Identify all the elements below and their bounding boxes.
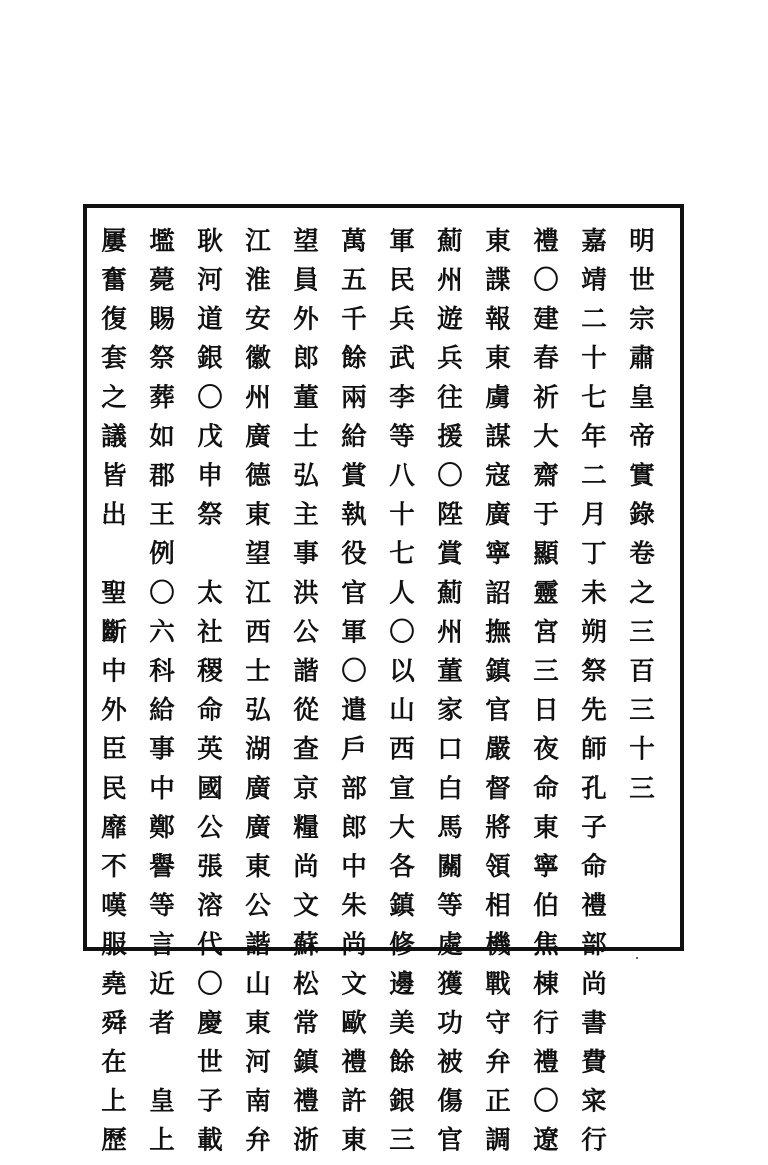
text-column-12: 屢奮復套之議皆出 聖斷中外臣民靡不嘆服堯舜在上歷 [97, 227, 127, 1165]
scan-speck [636, 957, 638, 959]
text-column-10: 耿河道銀〇戊申祭 太社稷命英國公張溶代〇慶世子載 [193, 227, 223, 1165]
text-column-8: 望員外郎董士弘主事洪公諧從查京糧尚文蘇松常鎮禮浙 [289, 227, 319, 1165]
text-column-9: 江淮安徽州廣德東望江西士弘湖廣廣東公諧山東河南弁 [241, 227, 271, 1165]
text-column-7: 萬五千餘兩給賞執役官軍〇遣戶部郎中朱尚文歐禮許東 [337, 227, 367, 1165]
text-column-2: 嘉靖二十七年二月丁未朔祭先師孔子命禮部尚書費寀行 [577, 227, 607, 1165]
text-column-11: 壏薨賜祭葬如郡王例〇六科給事中鄭譽等言近者 皇上 [145, 227, 175, 1165]
text-column-4: 東諜報東虜謀寇廣寧詔撫鎮官嚴督將領相機戰守弁正調 [481, 227, 511, 1165]
text-column-1: 明世宗肅皇帝實錄卷之三百三十三 [625, 227, 655, 814]
text-column-3: 禮〇建春祈大齋于顯靈宮三日夜命東寧伯焦棟行禮〇遼 [529, 227, 559, 1165]
text-column-5: 薊州遊兵往援〇陞賞薊州董家口白馬關等處獲功被傷官 [433, 227, 463, 1165]
text-column-6: 軍民兵武李等八十七人〇以山西宣大各鎮修邊美餘銀三 [385, 227, 415, 1165]
